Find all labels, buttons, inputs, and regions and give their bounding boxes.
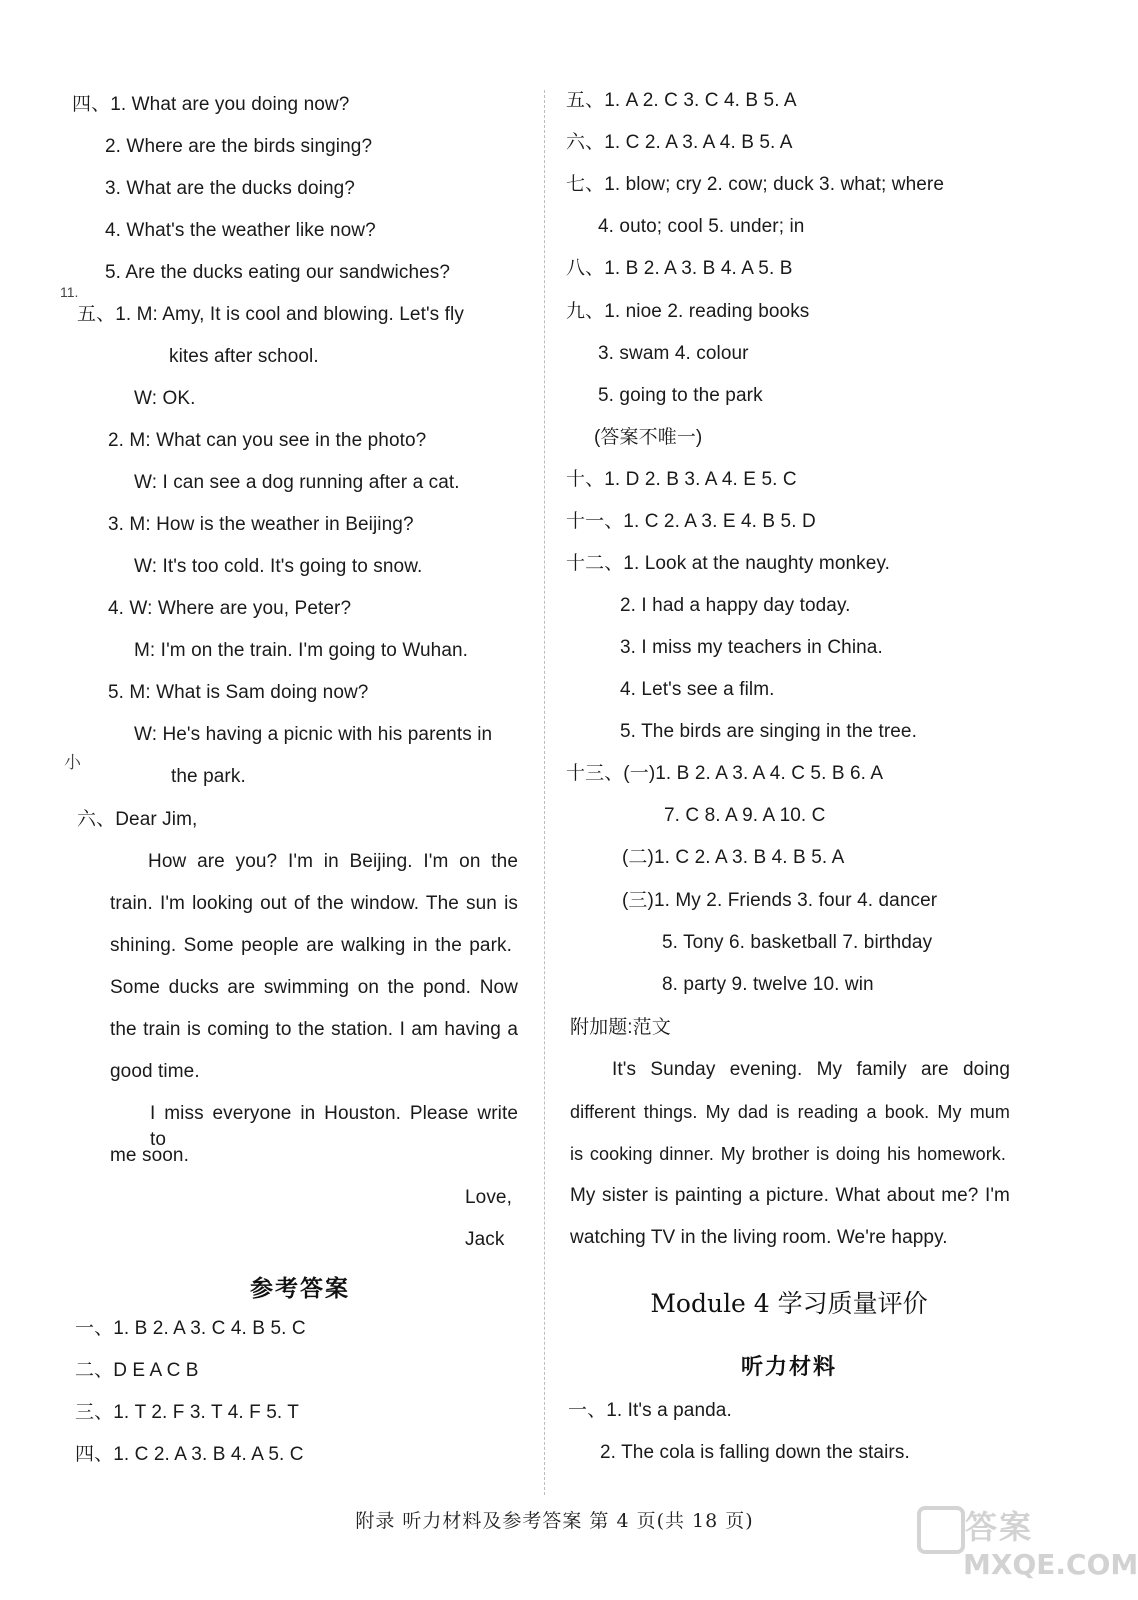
text-line: kites after school. xyxy=(169,346,319,367)
text-line: 2. M: What can you see in the photo? xyxy=(108,430,427,451)
text-line: 六、Dear Jim, xyxy=(77,809,198,830)
answer-line: 4. outo; cool 5. under; in xyxy=(598,216,805,237)
text-line: 4. W: Where are you, Peter? xyxy=(108,598,352,619)
letter-signature: Jack xyxy=(465,1229,505,1250)
answer-line: 四、1. C 2. A 3. B 4. A 5. C xyxy=(75,1444,304,1465)
text-line: 5. M: What is Sam doing now? xyxy=(108,682,369,703)
letter-line: I miss everyone in Houston. Please write to xyxy=(150,1103,518,1150)
text-line: 五、1. M: Amy, It is cool and blowing. Let's fly xyxy=(77,304,464,325)
letter-line: shining. Some people are walking in the park. xyxy=(110,935,512,956)
listening-line: 一、1. It's a panda. xyxy=(568,1400,732,1421)
answer-line: 九、1. nioe 2. reading books xyxy=(566,301,810,322)
text-line: 5. Are the ducks eating our sandwiches? xyxy=(105,262,451,283)
module-heading: Module 4 学习质量评价 xyxy=(650,1289,928,1318)
text-line: 4. What's the weather like now? xyxy=(105,220,376,241)
answer-line: 7. C 8. A 9. A 10. C xyxy=(664,805,826,826)
answer-line: 5. going to the park xyxy=(598,385,763,406)
text-line: 3. What are the ducks doing? xyxy=(105,178,355,199)
answer-line: 4. Let's see a film. xyxy=(620,679,775,700)
answer-line: 3. swam 4. colour xyxy=(598,343,749,364)
answer-line: 2. I had a happy day today. xyxy=(620,595,851,616)
essay-line: is cooking dinner. My brother is doing his homework. xyxy=(570,1144,1006,1164)
answer-line: 十三、(一)1. B 2. A 3. A 4. C 5. B 6. A xyxy=(566,763,884,784)
text-line: W: It's too cold. It's going to snow. xyxy=(134,556,423,577)
answer-line: 六、1. C 2. A 3. A 4. B 5. A xyxy=(566,132,793,153)
answer-line: 三、1. T 2. F 3. T 4. F 5. T xyxy=(75,1402,299,1423)
answer-line: 十一、1. C 2. A 3. E 4. B 5. D xyxy=(566,511,816,532)
letter-line: the train is coming to the station. I am having a xyxy=(110,1019,518,1040)
listening-line: 2. The cola is falling down the stairs. xyxy=(600,1442,910,1463)
answer-line: 二、D E A C B xyxy=(75,1360,199,1381)
watermark-logo xyxy=(917,1500,1138,1590)
watermark-domain: MXQE.COM xyxy=(963,1548,1138,1581)
answer-line: 3. I miss my teachers in China. xyxy=(620,637,883,658)
text-line: 2. Where are the birds singing? xyxy=(105,136,373,157)
essay-line: My sister is painting a picture. What about me? I'm xyxy=(570,1185,1010,1206)
answer-line: 十二、1. Look at the naughty monkey. xyxy=(566,553,891,574)
essay-line: It's Sunday evening. My family are doing xyxy=(612,1059,1010,1080)
text-line: M: I'm on the train. I'm going to Wuhan. xyxy=(134,640,469,661)
text-line: 四、1. What are you doing now? xyxy=(72,94,350,115)
answer-line: (二)1. C 2. A 3. B 4. B 5. A xyxy=(622,847,845,868)
answer-line: 八、1. B 2. A 3. B 4. A 5. B xyxy=(566,258,793,279)
watermark-text: 答案 xyxy=(965,1508,1034,1546)
answer-line: 5. Tony 6. basketball 7. birthday xyxy=(662,932,933,953)
margin-mark: 小 xyxy=(64,753,81,772)
answer-line: 5. The birds are singing in the tree. xyxy=(620,721,917,742)
column-divider xyxy=(544,90,545,1495)
listening-heading: 听力材料 xyxy=(740,1354,837,1380)
essay-line: watching TV in the living room. We're happy. xyxy=(570,1227,948,1248)
answer-line: 五、1. A 2. C 3. C 4. B 5. A xyxy=(566,90,797,111)
answer-line: 一、1. B 2. A 3. C 4. B 5. C xyxy=(75,1318,306,1339)
answer-note: (答案不唯一) xyxy=(594,427,703,448)
margin-mark: 11. xyxy=(60,284,79,300)
text-line: W: OK. xyxy=(134,388,196,409)
essay-line: different things. My dad is reading a book. My mum xyxy=(570,1102,1010,1122)
letter-line: How are you? I'm in Beijing. I'm on the xyxy=(148,851,518,872)
page-footer: 附录 听力材料及参考答案 第 4 页(共 18 页) xyxy=(355,1510,754,1532)
text-line: 3. M: How is the weather in Beijing? xyxy=(108,514,414,535)
letter-line: train. I'm looking out of the window. The sun is xyxy=(110,893,518,914)
letter-line: good time. xyxy=(110,1061,200,1082)
text-line: W: I can see a dog running after a cat. xyxy=(134,472,460,493)
letter-line: Some ducks are swimming on the pond. Now xyxy=(110,977,518,998)
answer-line: 8. party 9. twelve 10. win xyxy=(662,974,874,995)
text-line: W: He's having a picnic with his parents in xyxy=(134,724,493,745)
sample-essay-label: 附加题:范文 xyxy=(570,1017,671,1038)
answers-heading: 参考答案 xyxy=(250,1275,350,1302)
answer-line: 七、1. blow; cry 2. cow; duck 3. what; where xyxy=(566,174,945,195)
answer-line: 十、1. D 2. B 3. A 4. E 5. C xyxy=(566,469,797,490)
watermark-icon xyxy=(917,1506,965,1554)
letter-line: me soon. xyxy=(110,1145,189,1166)
text-line: the park. xyxy=(171,766,246,787)
letter-closing: Love, xyxy=(465,1187,512,1208)
answer-line: (三)1. My 2. Friends 3. four 4. dancer xyxy=(622,890,938,911)
